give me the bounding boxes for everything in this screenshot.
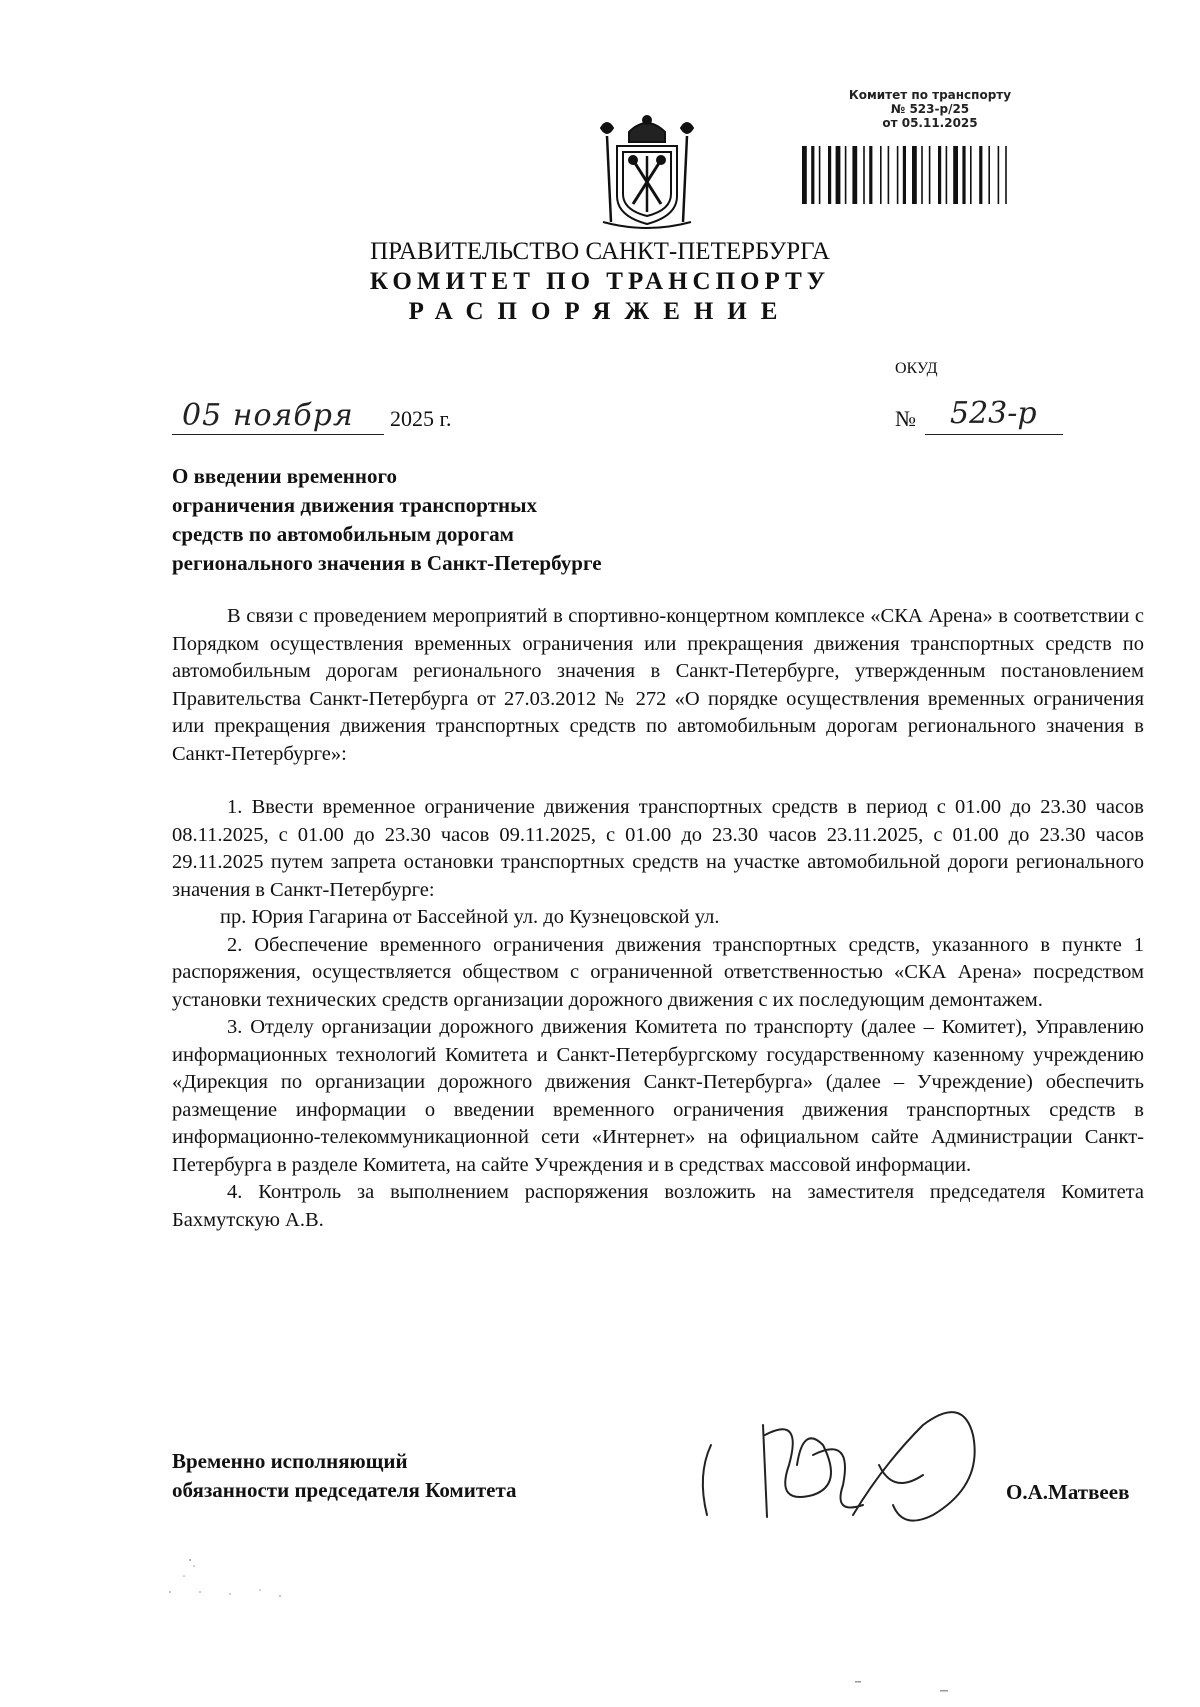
signer-title-line: обязанности председателя Комитета <box>172 1478 517 1502</box>
date-underline <box>172 434 384 435</box>
number-underline <box>925 434 1063 435</box>
item-3-paragraph: 3. Отделу организации дорожного движения Комитета по транспорту (далее – Комитет), Управлению информационных технологий Комитета и Санкт-Петербургскому государственному казенному учреждению «Дирекция по организации дорожного движения Санкт-Петербурга» (далее – Учреждение) обеспечить размещение информации о введении временного ограничения движения транспортных средств в информационно-телекоммуникационной сети «Интернет» на официальном сайте Администрации Санкт-Петербурга в разделе Комитета, на сайте Учреждения и в средствах массовой информации. <box>172 1016 1144 1176</box>
barcode-bar <box>998 146 1000 204</box>
signer-title-line: Временно исполняющий <box>172 1449 408 1473</box>
okud-label: ОКУД <box>895 360 938 377</box>
barcode-bar <box>912 146 917 204</box>
number-handwritten: 523-р <box>950 396 1037 431</box>
barcode-bar <box>897 146 899 204</box>
barcode-bar <box>869 146 872 204</box>
preamble-paragraph: В связи с проведением мероприятий в спортивно-концертном комплексе «СКА Арена» в соответствии с Порядком осуществления временных ограничения или прекращения движения транспортных средств по автомобильным дорогам регионального значения в Санкт-Петербурге, утвержденным постановлением Правительства Санкт-Петербурга от 27.03.2012 № 272 «О порядке осуществления временных ограничения или прекращения движения транспортных средств по автомобильным дорогам регионального значения в Санкт-Петербурге»: <box>172 605 1144 765</box>
subject-line: ограничения движения транспортных <box>172 493 538 517</box>
barcode-bar <box>988 146 990 204</box>
coat-of-arms-icon <box>599 112 695 230</box>
barcode-bar <box>845 146 847 204</box>
document-number <box>895 396 1065 438</box>
barcode-bar <box>880 146 882 204</box>
barcode-bar <box>802 146 807 204</box>
barcode-bar <box>970 146 972 204</box>
barcode-bar <box>819 146 821 204</box>
subject-line: О введении временного <box>172 464 397 488</box>
document-body <box>172 603 1144 1234</box>
barcode-bar <box>938 146 941 204</box>
stamp-line: Комитет по транспорту <box>848 88 1012 102</box>
barcode-bar <box>929 146 931 204</box>
document-date <box>172 398 602 438</box>
barcode-bar <box>921 146 923 204</box>
subject-line: средств по автомобильным дорогам <box>172 522 514 546</box>
barcode-bar <box>946 146 948 204</box>
committee-title: КОМИТЕТ ПО ТРАНСПОРТУ <box>369 268 831 295</box>
barcode-bar <box>888 146 890 204</box>
date-year: 2025 г. <box>390 406 452 431</box>
item-1-paragraph: 1. Ввести временное ограничение движения транспортных средств в период с 01.00 до 23.30 часов 08.11.2025, с 01.00 до 23.30 часов 09.11.2025, с 01.00 до 23.30 часов 23.11.2025, с 01.00 до 23.30 часов 29.11.2025 путем запрета остановки транспортных средств на участке автомобильной дороги регионального значения в Санкт-Петербурге: <box>172 796 1144 901</box>
barcode-bar <box>852 146 857 204</box>
barcode-bar <box>828 146 831 204</box>
item-2-paragraph: 2. Обеспечение временного ограничения движения транспортных средств, указанного в пункте 1 распоряжения, осуществляется обществом с ограниченной ответственностью «СКА Арена» посредством установки технических средств организации дорожного движения с их последующим демонтажем. <box>172 933 1144 1011</box>
barcode-bar <box>836 146 841 204</box>
barcode-bar <box>1005 146 1007 204</box>
route-paragraph: пр. Юрия Гагарина от Бассейной ул. до Кузнецовской ул. <box>220 906 720 928</box>
number-sign: № <box>895 406 916 431</box>
document-type: РАСПОРЯЖЕНИЕ <box>408 298 792 325</box>
item-4-paragraph: 4. Контроль за выполнением распоряжения возложить на заместителя председателя Комитета Бахмутскую А.В. <box>172 1181 1144 1231</box>
subject-line: регионального значения в Санкт-Петербурге <box>172 551 602 575</box>
document-subject <box>172 462 772 578</box>
stamp-line: от 05.11.2025 <box>882 116 978 130</box>
stamp-line: № 523-р/25 <box>890 102 970 116</box>
barcode-bar <box>953 146 958 204</box>
barcode-bar <box>979 146 982 204</box>
signer-name: О.А.Матвеев <box>1006 1480 1130 1504</box>
government-title: ПРАВИТЕЛЬСТВО САНКТ-ПЕТЕРБУРГА <box>370 238 830 265</box>
barcode-bar <box>903 146 906 204</box>
handwritten-signature <box>693 1405 993 1535</box>
barcode-bar <box>811 146 814 204</box>
barcode-bar <box>962 146 965 204</box>
stamp-text <box>800 88 1060 130</box>
signer-title <box>172 1447 632 1505</box>
date-handwritten: 05 ноября <box>182 398 354 433</box>
scan-noise <box>160 1540 1060 1700</box>
barcode-bar <box>863 146 865 204</box>
barcode-icon <box>800 146 1060 204</box>
registration-stamp <box>800 88 1060 208</box>
